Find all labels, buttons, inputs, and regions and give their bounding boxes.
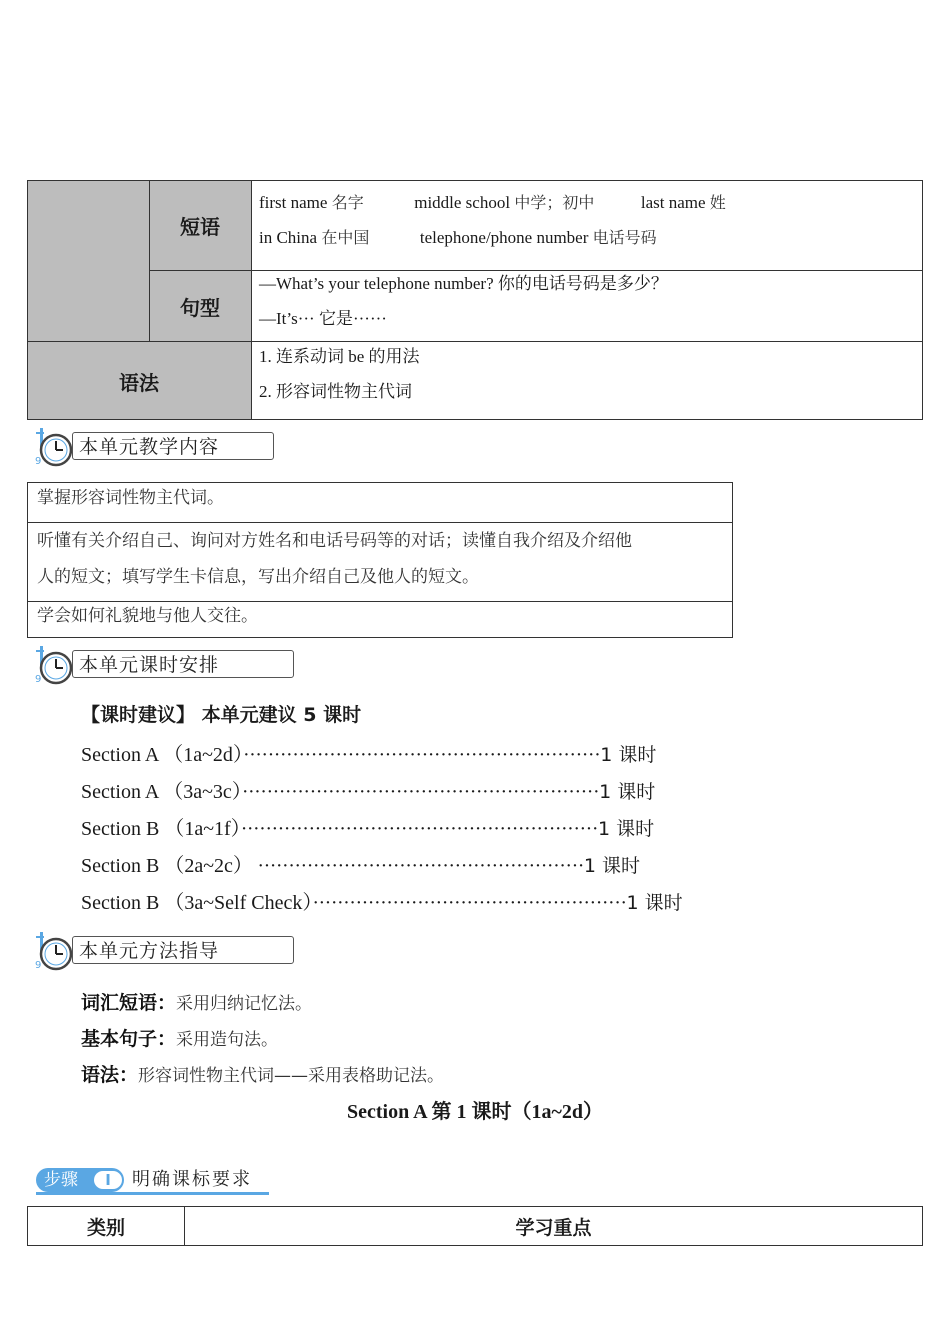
sentence-2: —It’s··· 它是······ bbox=[259, 309, 387, 328]
clock-icon bbox=[34, 932, 74, 972]
phrases-label: 短语 bbox=[149, 180, 251, 270]
svg-text:9: 9 bbox=[35, 456, 42, 467]
section-title: 本单元教学内容 bbox=[72, 432, 274, 460]
step-number: Ⅰ bbox=[94, 1171, 122, 1189]
col-category: 类别 bbox=[86, 1216, 125, 1239]
phrases-row-2: in China 在中国 telephone/phone number 电话号码 bbox=[259, 228, 657, 247]
vocab-table bbox=[27, 180, 923, 420]
step-pill: 步骤 bbox=[36, 1168, 124, 1192]
grammar-2: 2. 形容词性物主代词 bbox=[259, 382, 412, 401]
focus-table bbox=[27, 1206, 923, 1246]
step-label: 明确课标要求 bbox=[132, 1169, 252, 1190]
svg-text:9: 9 bbox=[35, 960, 42, 971]
step-underline bbox=[36, 1192, 269, 1195]
goal-2a: 听懂有关介绍自己、询问对方姓名和电话号码等的对话；读懂自我介绍及介绍他 bbox=[37, 531, 632, 551]
blank-gray-cell bbox=[27, 180, 149, 342]
sentence-1: —What’s your telephone number? 你的电话号码是多少？ bbox=[259, 274, 668, 293]
method-item: 基本句子：采用造句法。 bbox=[81, 1028, 279, 1050]
grammar-label: 语法 bbox=[27, 342, 251, 420]
phrases-row-1: first name 名字 middle school 中学；初中 last name 姓 bbox=[259, 193, 726, 212]
goal-3: 学会如何礼貌地与他人交往。 bbox=[37, 606, 258, 626]
lesson-title: Section A 第 1 课时（1a~2d） bbox=[347, 1101, 603, 1123]
lesson-row: Section B （3a~Self Check）···················································1 课时 bbox=[81, 892, 683, 914]
lesson-row: Section A （1a~2d）··························································1 课时 bbox=[81, 744, 657, 766]
svg-text:9: 9 bbox=[35, 674, 42, 685]
col-focus: 学习重点 bbox=[515, 1216, 592, 1239]
section-title: 本单元方法指导 bbox=[72, 936, 294, 964]
method-item: 语法：形容词性物主代词——采用表格助记法。 bbox=[81, 1064, 445, 1086]
sentences-label: 句型 bbox=[149, 270, 251, 342]
grammar-1: 1. 连系动词 be 的用法 bbox=[259, 347, 420, 366]
goals-table bbox=[27, 482, 733, 638]
lesson-row: Section B （1a~1f）··························································1 课时 bbox=[81, 818, 655, 840]
goal-1: 掌握形容词性物主代词。 bbox=[37, 488, 224, 508]
goal-2b: 人的短文；填写学生卡信息，写出介绍自己及他人的短文。 bbox=[37, 567, 479, 587]
schedule-suggestion: 【课时建议】 本单元建议 5 课时 bbox=[81, 704, 362, 726]
method-item: 词汇短语：采用归纳记忆法。 bbox=[81, 992, 313, 1014]
section-title: 本单元课时安排 bbox=[72, 650, 294, 678]
clock-icon bbox=[34, 646, 74, 686]
clock-icon bbox=[34, 428, 74, 468]
lesson-row: Section B （2a~2c） ·····················································1 课时 bbox=[81, 855, 641, 877]
lesson-row: Section A （3a~3c）··························································1 课时 bbox=[81, 781, 656, 803]
